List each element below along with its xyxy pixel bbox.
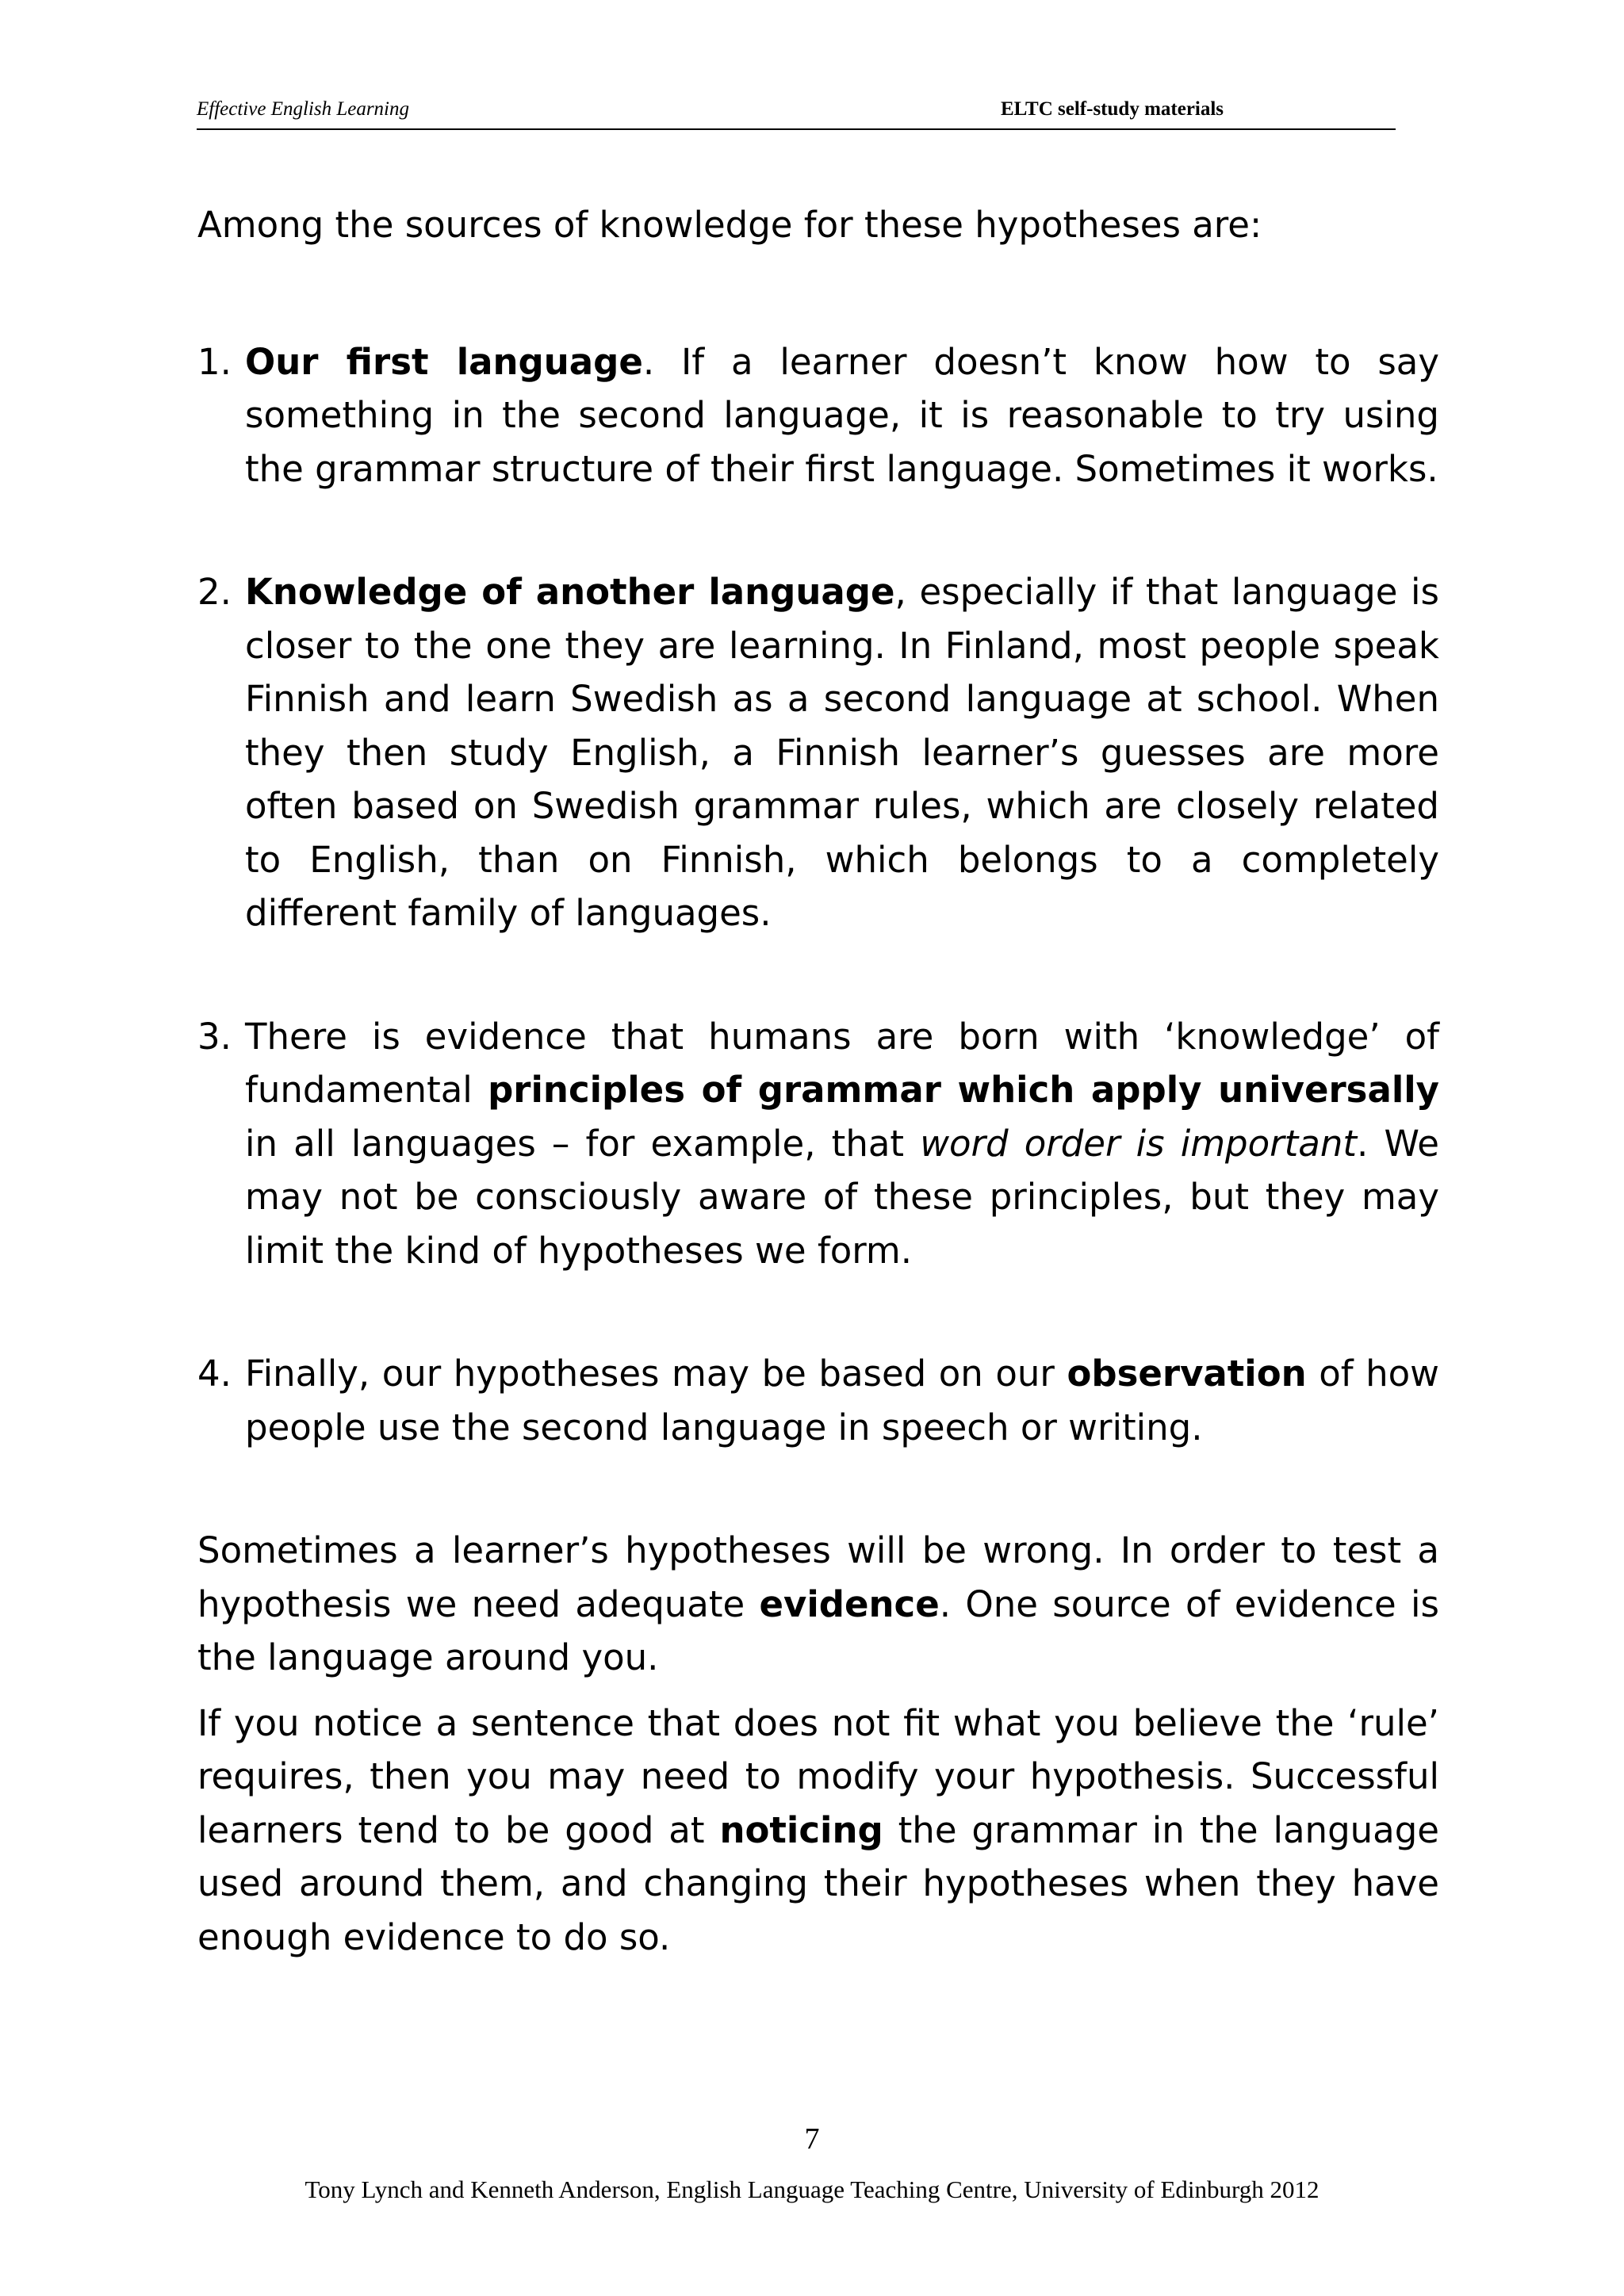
- list-number: 4.: [197, 1353, 232, 1395]
- item-text: There is evidence that humans are born with ‘knowledge’ of fundamental: [245, 1015, 1439, 1111]
- bold-term: observation: [1067, 1353, 1307, 1395]
- noticing-paragraph: [197, 1697, 1439, 1965]
- footer-credit: Tony Lynch and Kenneth Anderson, English Language Teaching Centre, University of Edinburgh 2012: [304, 2175, 1320, 2203]
- header-series: ELTC self-study materials: [1001, 98, 1224, 120]
- list-item: [197, 1010, 1439, 1278]
- page-header: [197, 94, 1396, 130]
- item-text: in all languages – for example, that: [245, 1122, 921, 1165]
- bold-term: evidence: [759, 1582, 940, 1625]
- sources-list: [197, 335, 1439, 1455]
- paragraph-text: . One source of evidence is the language around you.: [197, 1582, 1440, 1678]
- item-text: . If a learner doesn’t know how to say something in the second language, it is reasonable to try using the grammar structure of their first language. Sometimes it works.: [245, 340, 1439, 490]
- bold-term: noticing: [719, 1808, 883, 1851]
- item-text: of how people use the second language in speech or writing.: [245, 1353, 1439, 1448]
- bold-term: Knowledge of another language: [245, 571, 895, 613]
- paragraph-text: If you notice a sentence that does not fit what you believe the ‘rule’ requires, then you may need to modify your hypothesis. Successful learners tend to be good at: [197, 1701, 1439, 1851]
- list-number: 1.: [197, 340, 232, 383]
- intro-paragraph: Among the sources of knowledge for these hypotheses are:: [197, 204, 1262, 246]
- item-text: Finally, our hypotheses may be based on our: [245, 1353, 1067, 1395]
- header-title: Effective English Learning: [197, 98, 410, 120]
- item-text: . We may not be consciously aware of these principles, but they may limit the kind of hypotheses we form.: [245, 1122, 1439, 1272]
- paragraph-text: the grammar in the language used around them, and changing their hypotheses when they have enough evidence to do so.: [197, 1808, 1439, 1958]
- page-number: 7: [804, 2122, 820, 2156]
- list-item: [197, 335, 1439, 496]
- list-item: [197, 565, 1439, 940]
- list-number: 3.: [197, 1015, 232, 1058]
- list-item: [197, 1347, 1439, 1454]
- item-text: , especially if that language is closer to the one they are learning. In Finland, most people speak Finnish and learn Swedish as a second language at school. When they then study English, a Finnish learner’s guesses are more often based on Swedish grammar rules, which are closely related to English, than on Finnish, which belongs to a completely different family of languages.: [245, 571, 1439, 934]
- bold-term: principles of grammar which apply universally: [488, 1069, 1439, 1111]
- italic-phrase: word order is important: [920, 1122, 1358, 1165]
- main-content: [197, 198, 1439, 1964]
- bold-term: Our first language: [245, 340, 643, 383]
- paragraph-text: Sometimes a learner’s hypotheses will be wrong. In order to test a hypothesis we need adequate: [197, 1529, 1439, 1625]
- list-number: 2.: [197, 571, 232, 613]
- evidence-paragraph: [197, 1524, 1439, 1685]
